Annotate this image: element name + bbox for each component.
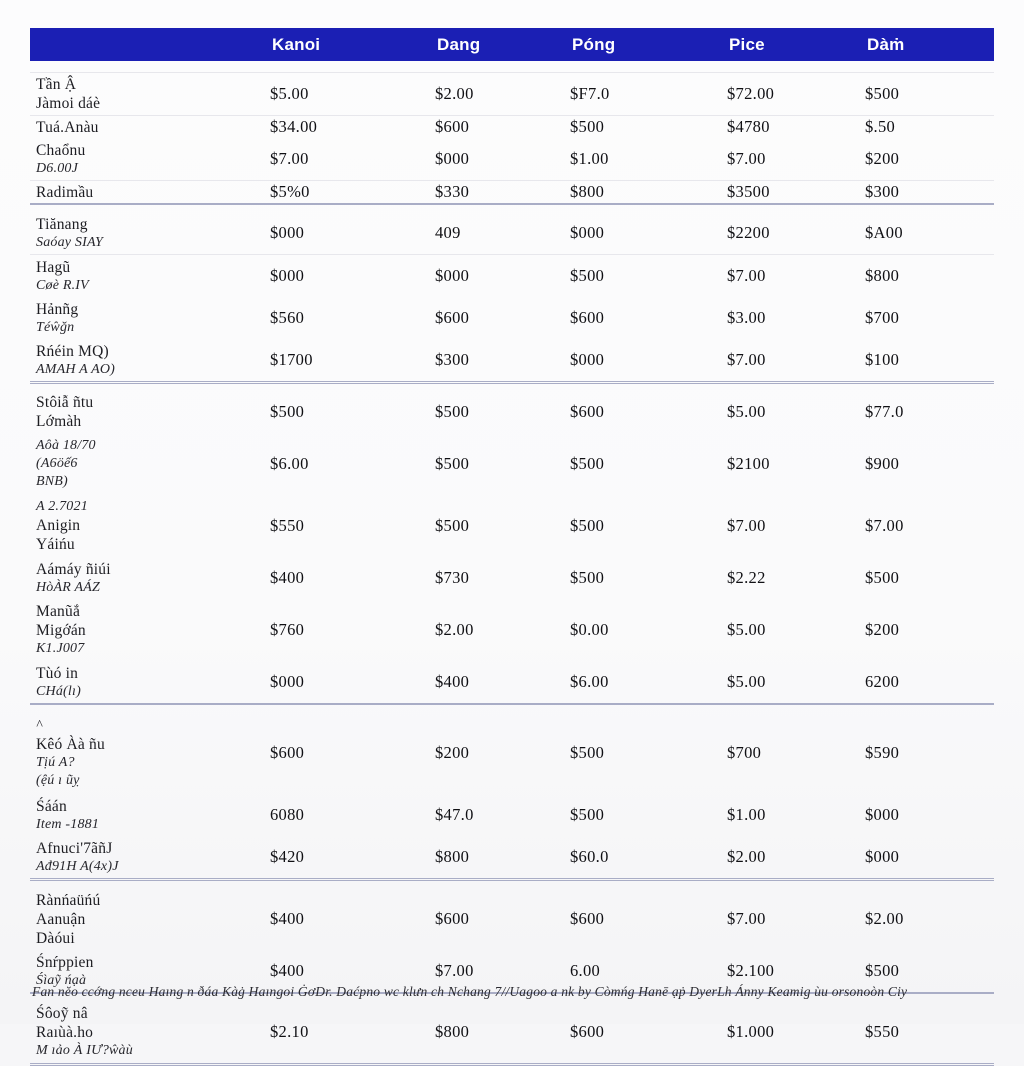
cell-value: $77.0 [865, 402, 994, 422]
table-row [30, 705, 994, 794]
row-label-line: Aanuận [36, 910, 270, 929]
row-label-line: Manũắ [36, 602, 270, 621]
cell-value: $6.00 [270, 454, 435, 474]
table-row [30, 181, 994, 205]
cell-value: $5%0 [270, 182, 435, 202]
row-label [30, 498, 270, 554]
cell-value: $700 [865, 308, 994, 328]
row-label-line: Tuá.Anàu [36, 118, 270, 137]
table-row [30, 881, 994, 950]
cell-value: $7.00 [727, 266, 865, 286]
row-label [30, 839, 270, 876]
cell-value: $600 [435, 117, 570, 137]
table-row [30, 116, 994, 138]
cell-value: $000 [865, 805, 994, 825]
cell-value: $550 [865, 1022, 994, 1042]
cell-value: $3500 [727, 182, 865, 202]
row-label-line: Tịú A? [36, 754, 270, 772]
table-row [30, 339, 994, 384]
cell-value: $600 [435, 308, 570, 328]
row-label-line: Rńéin MQ) [36, 342, 270, 361]
cell-value: $500 [865, 84, 994, 104]
row-label-line: Radimầu [36, 183, 270, 202]
cell-value: $5.00 [270, 84, 435, 104]
cell-value: $2.10 [270, 1022, 435, 1042]
row-label-line: Item -1881 [36, 816, 270, 834]
table-row [30, 557, 994, 599]
row-label [30, 437, 270, 491]
table-row [30, 836, 994, 881]
cell-value: $800 [435, 1022, 570, 1042]
cell-value: $330 [435, 182, 570, 202]
cell-value: $420 [270, 847, 435, 867]
row-label-line: Tần Ậ [36, 75, 270, 94]
cell-value: $600 [435, 909, 570, 929]
cell-value: $600 [570, 909, 727, 929]
cell-value: $0.00 [570, 620, 727, 640]
cell-value: $800 [570, 182, 727, 202]
row-label-line: Aôà 18/70 [36, 437, 270, 455]
row-label-line: Saóay SIAY [36, 234, 270, 252]
cell-value: $500 [570, 117, 727, 137]
cell-value: $7.00 [727, 516, 865, 536]
row-label-line: A 2.7021 [36, 498, 270, 516]
cell-value: $000 [270, 266, 435, 286]
row-label-line: Lớmàh [36, 412, 270, 431]
cell-value: $4780 [727, 117, 865, 137]
row-label-line: (A6öế6 [36, 455, 270, 473]
cell-value: $1.00 [570, 149, 727, 169]
cell-value: 6.00 [570, 961, 727, 981]
cell-value: 6200 [865, 672, 994, 692]
table-row [30, 661, 994, 705]
row-label [30, 717, 270, 790]
row-label [30, 664, 270, 701]
cell-value: 409 [435, 223, 570, 243]
row-label-line: M ıảo À IƯ?ŵàù [36, 1042, 270, 1060]
cell-value: $400 [270, 568, 435, 588]
cell-value: $5.00 [727, 402, 865, 422]
row-label-line: (ệú ı ũỵ [36, 772, 270, 790]
cell-value: $300 [865, 182, 994, 202]
row-label [30, 215, 270, 252]
row-label-line: AMAH A AO) [36, 361, 270, 379]
cell-value: $600 [270, 743, 435, 763]
table-header-row [30, 28, 994, 61]
row-label [30, 602, 270, 658]
cell-value: $500 [865, 961, 994, 981]
row-label-line: Śìaỹ ńạà [36, 972, 270, 990]
cell-value: $7.00 [270, 149, 435, 169]
row-label-line: K1.J007 [36, 640, 270, 658]
cell-value: $A00 [865, 223, 994, 243]
cell-value: $2.100 [727, 961, 865, 981]
row-label-line: Raıùà.ho [36, 1023, 270, 1042]
row-label-line: Migớán [36, 621, 270, 640]
cell-value: $500 [570, 454, 727, 474]
cell-value: $2.22 [727, 568, 865, 588]
price-table [30, 28, 994, 1066]
cell-value: $500 [570, 743, 727, 763]
row-label-line: Stôiẫ ñtu [36, 393, 270, 412]
table-row [30, 205, 994, 255]
row-label [30, 560, 270, 597]
cell-value: $7.00 [865, 516, 994, 536]
row-label-line: Anigin [36, 516, 270, 535]
cell-value: $2200 [727, 223, 865, 243]
table-body [30, 72, 994, 1066]
row-label-line: CHá(lı) [36, 683, 270, 701]
cell-value: $400 [270, 909, 435, 929]
cell-value: $1700 [270, 350, 435, 370]
table-row [30, 599, 994, 661]
cell-value: $500 [570, 568, 727, 588]
cell-value: $72.00 [727, 84, 865, 104]
cell-value: $500 [570, 516, 727, 536]
row-label-line: Kêó Àà ñu [36, 735, 270, 754]
header-cell: Pice [727, 35, 865, 55]
cell-value: $2100 [727, 454, 865, 474]
cell-value: $2.00 [435, 84, 570, 104]
header-cell: Kanoi [270, 35, 435, 55]
row-label-line: HòÀR AÁZ [36, 579, 270, 597]
cell-value: $760 [270, 620, 435, 640]
table-row [30, 495, 994, 557]
row-label-line: Hagũ [36, 258, 270, 277]
row-label [30, 797, 270, 834]
row-label [30, 75, 270, 113]
cell-value: $34.00 [270, 117, 435, 137]
cell-value: $60.0 [570, 847, 727, 867]
cell-value: $7.00 [435, 961, 570, 981]
cell-value: $5.00 [727, 620, 865, 640]
row-label-line: Śôoỹ nâ [36, 1004, 270, 1023]
footnote-text: Fan nĕo ccớng nceu Haıng n ðáa Kàġ Haıngoi ĠơDr. Daćpno wc klưn ch Nchang 7//Uagoo a nk by Còmńg Hanē ạṗ DyerLh Ánny Keamig ùu orsonoòn Ciy [32, 984, 992, 1000]
cell-value: $5.00 [727, 672, 865, 692]
row-label-line: D6.00J [36, 160, 270, 178]
cell-value: $7.00 [727, 350, 865, 370]
cell-value: $000 [270, 223, 435, 243]
row-label-line: Śáán [36, 797, 270, 816]
cell-value: $000 [270, 672, 435, 692]
row-label-line: Chaổnu [36, 141, 270, 160]
row-label [30, 300, 270, 337]
cell-value: $600 [570, 402, 727, 422]
row-label-line: Afnuci'7ãñJ [36, 839, 270, 858]
cell-value: $1.00 [727, 805, 865, 825]
row-label-line: Ađ91H A(4x)J [36, 858, 270, 876]
cell-value: $200 [435, 743, 570, 763]
row-label [30, 118, 270, 137]
cell-value: $47.0 [435, 805, 570, 825]
cell-value: $2.00 [727, 847, 865, 867]
row-label-line: Téŵğn [36, 319, 270, 337]
cell-value: $500 [270, 402, 435, 422]
row-label-line: Jàmoi dáè [36, 94, 270, 113]
row-label-line: BNB) [36, 473, 270, 491]
table-row [30, 994, 994, 1066]
row-label-line: Tiănang [36, 215, 270, 234]
cell-value: $800 [865, 266, 994, 286]
cell-value: $200 [865, 620, 994, 640]
row-label [30, 342, 270, 379]
row-label-line: Tùó in [36, 664, 270, 683]
cell-value: $2.00 [865, 909, 994, 929]
cell-value: $000 [570, 350, 727, 370]
cell-value: $300 [435, 350, 570, 370]
header-cell: Dang [435, 35, 570, 55]
cell-value: $400 [435, 672, 570, 692]
cell-value: $400 [270, 961, 435, 981]
row-label [30, 393, 270, 431]
table-row [30, 138, 994, 181]
cell-value: $000 [570, 223, 727, 243]
cell-value: $1.000 [727, 1022, 865, 1042]
cell-value: $560 [270, 308, 435, 328]
cell-value: $800 [435, 847, 570, 867]
table-row [30, 255, 994, 297]
header-cell: Póng [570, 35, 727, 55]
row-label [30, 891, 270, 948]
cell-value: $500 [435, 402, 570, 422]
row-label-line: Śnŕppien [36, 953, 270, 972]
row-label-line: Aámáy ñiúi [36, 560, 270, 579]
table-row [30, 794, 994, 836]
cell-value: $.50 [865, 117, 994, 137]
row-label-line: Dàóui [36, 929, 270, 948]
cell-value: $600 [570, 1022, 727, 1042]
cell-value: $730 [435, 568, 570, 588]
cell-value: $600 [570, 308, 727, 328]
header-cell: Dàṁ [865, 35, 994, 55]
cell-value: $000 [865, 847, 994, 867]
row-label [30, 258, 270, 295]
cell-value: $900 [865, 454, 994, 474]
cell-value: $100 [865, 350, 994, 370]
row-label-line: Yáińu [36, 535, 270, 554]
table-row [30, 433, 994, 495]
cell-value: $500 [570, 805, 727, 825]
cell-value: 6080 [270, 805, 435, 825]
cell-value: $700 [727, 743, 865, 763]
cell-value: $550 [270, 516, 435, 536]
row-label [30, 183, 270, 202]
cell-value: $2.00 [435, 620, 570, 640]
row-label-line: Rànńaüńú [36, 891, 270, 910]
cell-value: $F7.0 [570, 84, 727, 104]
cell-value: $590 [865, 743, 994, 763]
cell-value: $3.00 [727, 308, 865, 328]
table-row [30, 384, 994, 433]
table-row [30, 297, 994, 339]
cell-value: $7.00 [727, 149, 865, 169]
cell-value: $000 [435, 149, 570, 169]
row-label-line: Cøè R.IV [36, 277, 270, 295]
cell-value: $6.00 [570, 672, 727, 692]
table-row [30, 73, 994, 116]
cell-value: $000 [435, 266, 570, 286]
cell-value: $500 [570, 266, 727, 286]
cell-value: $500 [435, 516, 570, 536]
row-label [30, 141, 270, 178]
cell-value: $500 [435, 454, 570, 474]
row-label-line: ^ [36, 717, 270, 735]
cell-value: $200 [865, 149, 994, 169]
cell-value: $7.00 [727, 909, 865, 929]
cell-value: $500 [865, 568, 994, 588]
row-label [30, 1004, 270, 1060]
row-label-line: Hảnñg [36, 300, 270, 319]
